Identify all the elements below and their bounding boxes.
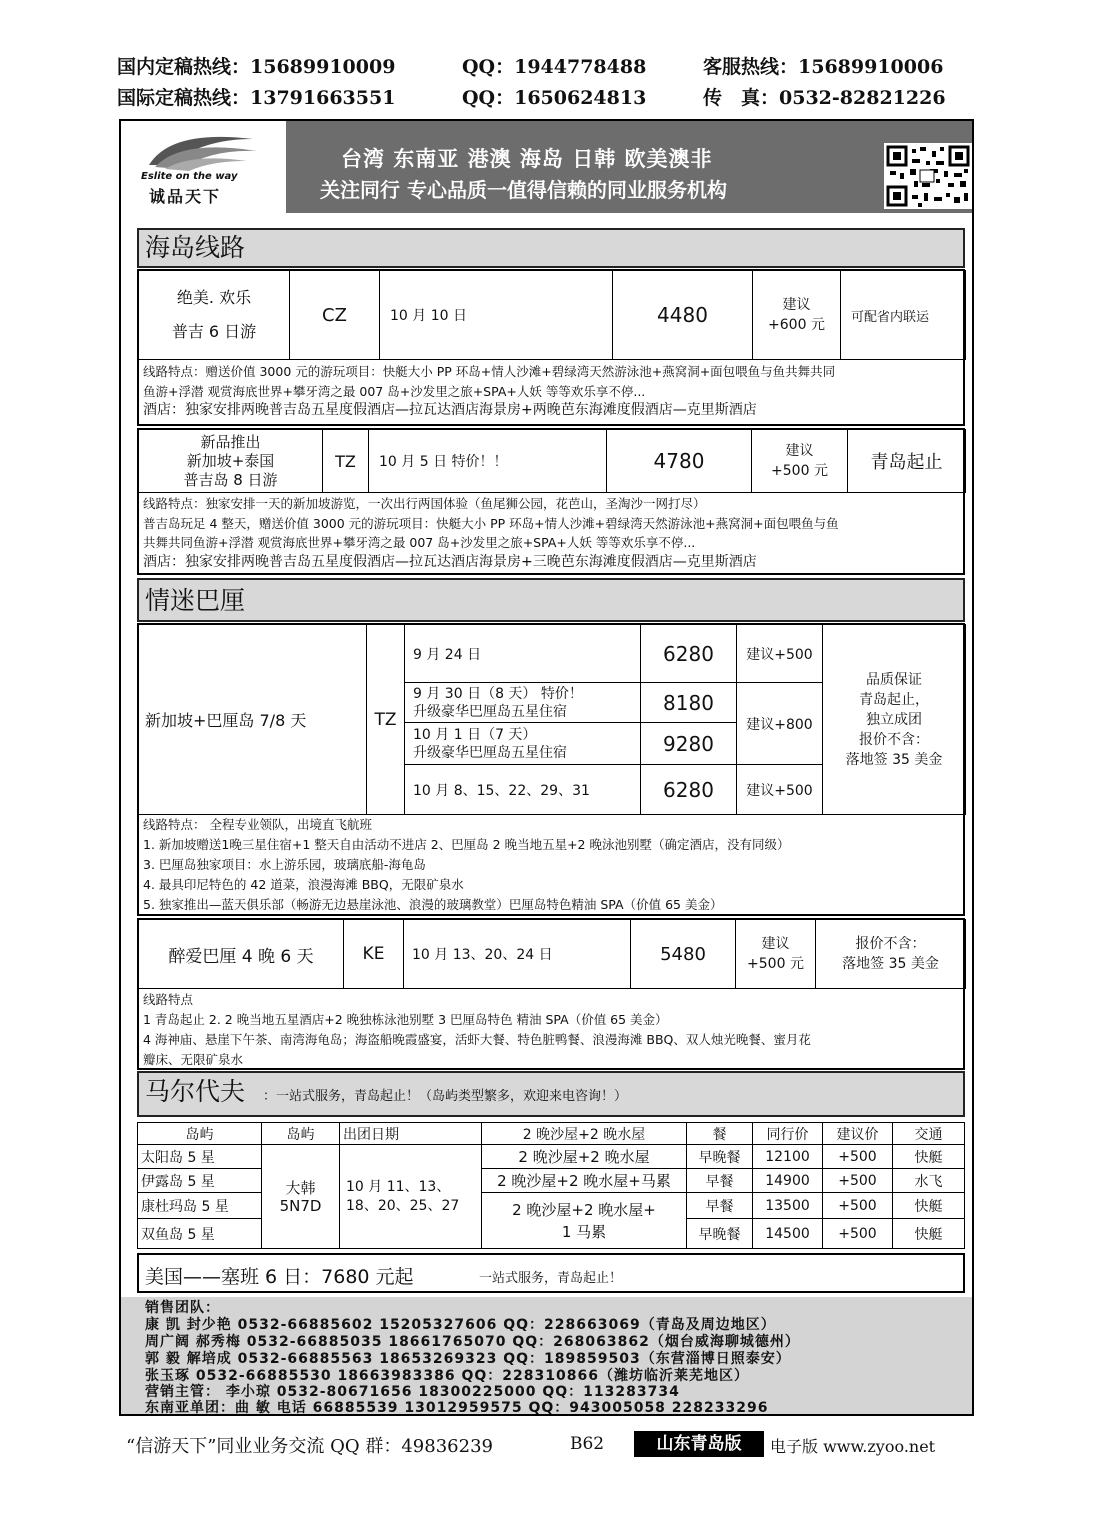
footer-site-link[interactable]: 电子版 www.zyoo.net — [770, 1437, 936, 1456]
airline-code: CZ — [290, 271, 380, 360]
route-features: 线路特点 1 青岛起止 2. 2 晚当地五星酒店+2 晚独栋泳池别墅 3 巴厘岛特色 精油 SPA（价值 65 美金） 4 海神庙、悬崖下午茶、南湾海龟岛；海盗船晚霞盛宴，活虾大餐、特色脏鸭餐、浪漫海滩 BBQ、双人烛光晚餐、蜜月花 瓣床、无限矿泉水 — [143, 992, 811, 1067]
logo-wing-icon — [141, 125, 261, 173]
header-meal: 餐 — [687, 1123, 753, 1145]
section-island-title: 海岛线路 — [137, 228, 965, 268]
maldives-airline: 大韩 — [285, 1178, 316, 1197]
section-usa-title: 美国——塞班 6 日：7680 元起 — [145, 1266, 414, 1288]
maldives-subtitle: ：一站式服务，青岛起止！（岛屿类型繁多，欢迎来电咨询！） — [262, 1089, 627, 1104]
section-bali-title: 情迷巴厘 — [137, 578, 965, 622]
suggest-label: 建议 — [785, 443, 814, 459]
price: 6280 — [641, 625, 737, 683]
bali-route-2: 醉爱巴厘 4 晚 6 天 KE 10 月 13、20、24 日 5480 建议 +500 元 报价不含： 落地签 35 美金 线路特点 1 青岛起止 2. 2 晚当地五星酒店+2 晚独栋泳池别墅 3 巴厘岛特色 精油 SPA（价值 65 美金） 4 海神庙、悬崖下午茶、南湾海龟岛；海盗船晚霞盛宴，活虾大餐、特色脏鸭餐、浪漫海滩 BBQ、双人烛光晚餐、蜜月花 瓣床、无限矿泉水 — [137, 918, 965, 1070]
suggest-value: 建议+800 — [737, 683, 823, 765]
departure-date: 10 月 8、15、22、29、31 — [405, 765, 641, 815]
sales-row: 张玉琢 0532-66885530 18663983386 QQ：228310866（潍坊临沂莱芜地区） — [145, 1368, 749, 1384]
banner-line1: 台湾 东南亚 港澳 海岛 日韩 欧美澳非 — [341, 147, 713, 171]
footer-qq-group: “信游天下”同业业务交流 QQ 群：49836239 — [126, 1436, 493, 1457]
departure-date: 10 月 1 日（7 天） — [413, 726, 537, 743]
suggest-label: 建议 — [782, 297, 811, 313]
page-code: B62 — [570, 1434, 605, 1454]
airline-code: TZ — [323, 430, 369, 493]
price: 5480 — [631, 920, 736, 989]
header-transport: 交通 — [893, 1123, 965, 1145]
departure-date: 9 月 24 日 — [405, 625, 641, 683]
logo-en: Eslite on the way — [141, 171, 238, 182]
route-features: 线路特点：独家安排一天的新加坡游览，一次出行两国体验（鱼尾狮公园，花芭山，圣淘沙一网打尽） 普吉岛玩足 4 整天，赠送价值 3000 元的游玩项目：快艇大小 PP 环岛+情人沙滩+碧绿湾天然游泳池+燕窝洞+面包喂鱼与鱼 共舞共同鱼游+浮潜 观赏海底世界+攀牙湾之最 007 岛+沙发里之旅+SPA+人妖 等等欢乐享不停... 酒店：独家安排两晚普吉岛五星度假酒店—拉瓦达酒店海景房+三晚芭东海滩度假酒店—克里斯酒店 — [143, 494, 839, 572]
island-route-2 — [137, 428, 965, 575]
airline-code: KE — [344, 920, 404, 989]
sales-row: 周广阔 郝秀梅 0532-66885035 18661765070 QQ：268063862（烟台威海聊城德州） — [145, 1334, 800, 1350]
usa-note: 一站式服务，青岛起止！ — [479, 1271, 623, 1286]
suggest-value: +500 元 — [771, 463, 828, 479]
maldives-dates: 10 月 11、13、18、20、25、27 — [340, 1145, 482, 1249]
hotel-info: 酒店：独家安排两晚普吉岛五星度假酒店—拉瓦达酒店海景房+三晚芭东海滩度假酒店—克里斯酒店 — [143, 553, 757, 570]
departure-date: 9 月 30 日（8 天） 特价！ — [413, 685, 583, 702]
fax-line: 传 真：0532-82821226 — [703, 87, 946, 109]
route-name-line3: 普吉岛 8 日游 — [183, 470, 278, 489]
sales-row: 康 凯 封少艳 0532-66885602 15205327606 QQ：228663069（青岛及周边地区） — [145, 1317, 776, 1333]
logo-cn: 诚品天下 — [149, 187, 222, 206]
logo-area — [121, 121, 286, 213]
sales-team — [121, 1297, 972, 1414]
qr-code-icon — [884, 143, 972, 209]
table-row: 伊露岛 5 星 2 晚沙屋+2 晚水屋+马累 早餐 14900 +500 水飞 — [138, 1169, 965, 1193]
domestic-hotline: 国内定稿热线：15689910009 — [117, 56, 396, 78]
hotel-info: 酒店：独家安排两晚普吉岛五星度假酒店—拉瓦达酒店海景房+两晚芭东海滩度假酒店—克里斯酒店 — [143, 402, 757, 418]
route-remark: 青岛起止 — [848, 430, 966, 493]
qq-1: QQ：1944778488 — [462, 56, 647, 78]
suggest-value: 建议+500 — [737, 625, 823, 683]
price: 6280 — [641, 765, 737, 815]
route-name-line1: 新品推出 — [200, 432, 261, 451]
price: 4780 — [607, 430, 752, 493]
suggest-value: +600 元 — [768, 317, 825, 333]
island-route-1 — [137, 269, 965, 426]
qq-2: QQ：1650624813 — [462, 87, 647, 109]
price: 4480 — [613, 271, 753, 360]
table-row: 太阳岛 5 星 大韩 5N7D 10 月 11、13、18、20、25、27 2 晚沙屋+2 晚水屋 早晚餐 12100 +500 快艇 — [138, 1145, 965, 1169]
sales-row: 营销主管： 李小琼 0532-80671656 18300225000 QQ：113283734 — [145, 1384, 680, 1400]
intl-hotline: 国际定稿热线：13791663551 — [117, 87, 396, 109]
header-suggest: 建议价 — [823, 1123, 893, 1145]
section-maldives-header — [137, 1071, 965, 1117]
header-room: 2 晚沙屋+2 晚水屋 — [482, 1123, 687, 1145]
header-date: 出团日期 — [340, 1123, 482, 1145]
service-hotline: 客服热线：15689910006 — [703, 56, 944, 78]
route-features: 线路特点： 全程专业领队，出境直飞航班 1. 新加坡赠送1晚三星住宿+1 整天自由活动不进店 2、巴厘岛 2 晚当地五星+2 晚泳池别墅（确定酒店，没有同级） 3. 巴厘岛独家项目：水上游乐园，玻璃底船-海龟岛 4. 最具印尼特色的 42 道菜，浪漫海滩 BBQ，无限矿泉水 5. 独家推出—蓝天俱乐部（畅游无边悬崖泳池、浪漫的玻璃教堂）巴厘岛特色精油 SPA（价值 65 美金） — [143, 817, 790, 912]
route-name-line1: 绝美. 欢乐 — [176, 288, 252, 307]
section-maldives-title: 马尔代夫 — [145, 1077, 246, 1106]
maldives-table — [137, 1122, 965, 1249]
edition-badge: 山东青岛版 — [634, 1431, 764, 1457]
sales-row: 东南亚单团：曲 敏 电话 66885539 13012959575 QQ：943005058 228233296 — [145, 1400, 769, 1416]
suggest-value: 建议+500 — [737, 765, 823, 815]
departure-date: 10 月 13、20、24 日 — [404, 920, 631, 989]
route-remark: 可配省内联运 — [841, 271, 966, 360]
departure-date: 10 月 10 日 — [380, 271, 613, 360]
suggest-value: +500 元 — [747, 956, 804, 972]
header-island-2: 岛屿 — [262, 1123, 340, 1145]
suggest-label: 建议 — [761, 936, 790, 952]
price: 8180 — [641, 683, 737, 723]
header-price: 同行价 — [753, 1123, 823, 1145]
table-row: 康杜玛岛 5 星 2 晚沙屋+2 晚水屋+ 1 马累 早餐 13500 +500 快艇 — [138, 1193, 965, 1219]
route-name: 新加坡+巴厘岛 7/8 天 — [139, 625, 367, 815]
route-features: 线路特点：赠送价值 3000 元的游玩项目：快艇大小 PP 环岛+情人沙滩+碧绿湾天然游泳池+燕窝洞+面包喂鱼与鱼共舞共同 鱼游+浮潜 观赏海底世界+攀牙湾之最 007 岛+沙发里之旅+SPA+人妖 等等欢乐享不停... 酒店：独家安排两晚普吉岛五星度假酒店—拉瓦达酒店海景房+两晚芭东海滩度假酒店—克里斯酒店 — [143, 362, 835, 421]
sales-title: 销售团队： — [145, 1300, 220, 1316]
banner — [286, 121, 972, 213]
departure-date: 10 月 5 日 特价！！ — [369, 430, 607, 493]
airline-code: TZ — [367, 625, 405, 815]
route-name-line2: 普吉 6 日游 — [171, 322, 257, 341]
banner-line2: 关注同行 专心品质一值得信赖的同业服务机构 — [320, 178, 727, 202]
table-row: 双鱼岛 5 星 早晚餐 14500 +500 快艇 — [138, 1219, 965, 1249]
section-usa — [137, 1253, 965, 1293]
sales-row: 郭 毅 解培成 0532-66885563 18653269323 QQ：189859503（东营淄博日照泰安） — [145, 1351, 791, 1367]
price: 9280 — [641, 723, 737, 765]
header-island: 岛屿 — [138, 1123, 262, 1145]
route-name-line2: 新加坡+泰国 — [186, 451, 275, 470]
route-name: 醉爱巴厘 4 晚 6 天 — [139, 920, 344, 989]
bali-route-1: 新加坡+巴厘岛 7/8 天 TZ 9 月 24 日 6280 建议+500 品质保证 青岛起止， 独立成团 报价不含： 落地签 35 美金 9 月 30 日（8 天） 特价！ 升级豪华巴厘岛五星住宿 8180 建议+800 10 月 1 日（7 天） 升级豪华巴厘岛五星住宿 9280 10 月 8、15、22、29、31 6280 建议+500 线路特点： 全程专业领队，出境直飞航班 1. 新加坡赠送1晚三星住宿+1 整天自由活动不进店 2、巴厘岛 2 晚当地五星+2 晚泳池别墅（确定酒店，没有同级） 3. 巴厘岛独家项目：水上游乐园，玻璃底船-海龟岛 4. 最具印尼特色的 42 道菜，浪漫海滩 BBQ，无限矿泉水 5. 独家推出—蓝天俱乐部（畅游无边悬崖泳池、浪漫的玻璃教堂）巴厘岛特色精油 SPA（价值 65 美金） — [137, 623, 965, 916]
